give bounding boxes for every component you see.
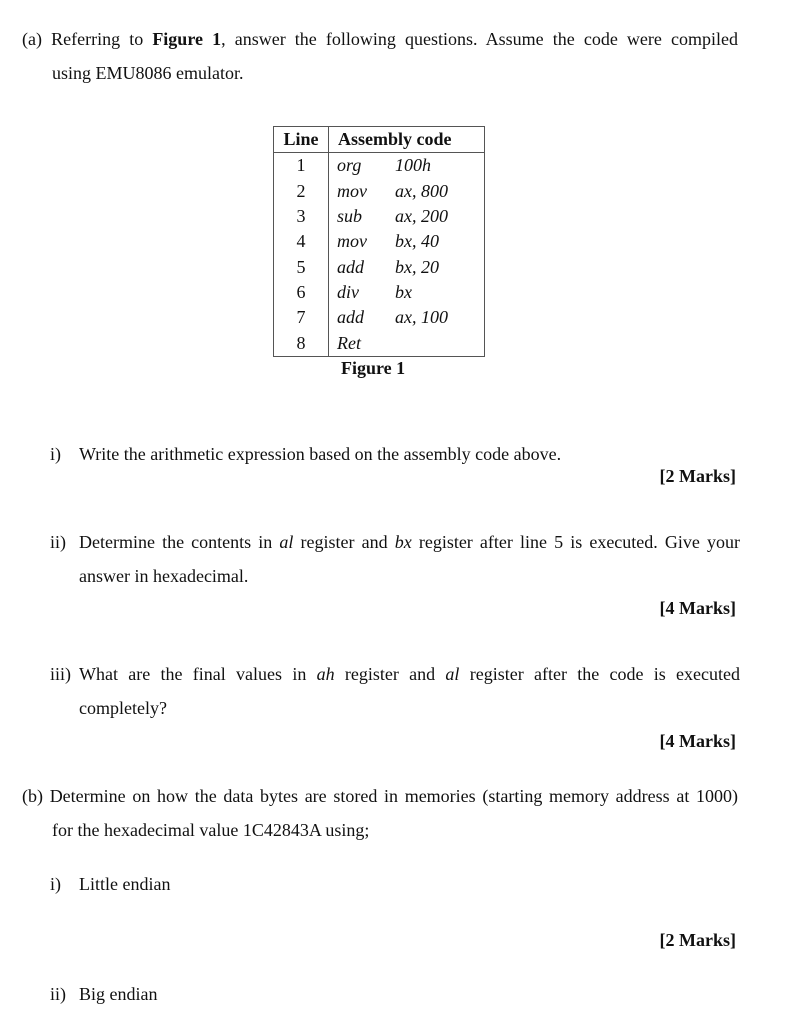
question-b-ii [50,977,740,1011]
part-b-line1 [22,779,738,813]
question-text-mid: register and [293,532,395,552]
question-a-i [50,437,740,471]
question-number: i) [50,874,61,894]
mnemonic: mov [337,231,367,252]
part-b-label: (b) [22,786,43,806]
operand: bx, 40 [395,231,439,252]
register-al: al [279,532,294,552]
register-bx: bx [394,532,412,552]
question-text-line2: answer in hexadecimal. [79,566,249,586]
mnemonic: org [337,155,362,176]
code-cell [329,254,485,279]
operand: bx [395,281,412,302]
table-row [274,254,485,279]
part-a-intro-line1 [22,22,738,56]
marks-a-iii: [4 Marks] [659,731,736,751]
code-cell [329,305,485,330]
figure-caption: Figure 1 [341,358,406,378]
question-text-post: register after line 5 is executed. Give your [411,532,740,552]
line-number: 5 [274,254,329,279]
line-number: 1 [274,153,329,179]
question-text: Write the arithmetic expression based on the assembly code above. [79,444,562,464]
question-number: ii) [50,984,66,1004]
mnemonic: add [337,256,364,277]
part-a-intro-line2: using EMU8086 emulator. [52,63,244,83]
line-number: 8 [274,330,329,356]
operand: ax, 800 [395,180,448,201]
assembly-code-table [273,126,485,357]
mnemonic: mov [337,180,367,201]
table-row [274,179,485,204]
mnemonic: add [337,307,364,328]
code-cell [329,280,485,305]
table-header-row [274,127,485,153]
part-b-line2: for the hexadecimal value 1C42843A using; [52,820,370,840]
question-text-mid: register and [334,664,446,684]
part-a-intro [22,22,738,90]
question-text-line2: completely? [79,698,167,718]
mnemonic: Ret [337,332,361,353]
line-number: 7 [274,305,329,330]
question-number: i) [50,444,61,464]
part-b-text: Determine on how the data bytes are stored in memories (starting memory address at 1000) [49,786,739,806]
part-a-intro-pre: Referring to [51,29,153,49]
operand: ax, 100 [395,307,448,328]
table-row [274,280,485,305]
table-row [274,229,485,254]
question-text-pre: Determine the contents in [79,532,280,552]
question-text: Little endian [79,874,171,894]
table-row [274,153,485,179]
header-line: Line [274,127,329,153]
question-text-post: register after the code is executed [459,664,740,684]
code-cell [329,204,485,229]
operand: bx, 20 [395,256,439,277]
part-b-intro [22,779,738,847]
question-a-iii [50,657,740,725]
operand: ax, 200 [395,206,448,227]
question-a-iii-line1 [50,657,740,691]
question-number: ii) [50,532,66,552]
marks-b-i: [2 Marks] [659,930,736,950]
code-cell [329,330,485,356]
code-cell [329,179,485,204]
code-cell [329,153,485,179]
question-a-ii [50,525,740,593]
question-number: iii) [50,664,71,684]
line-number: 4 [274,229,329,254]
table-row [274,330,485,356]
line-number: 2 [274,179,329,204]
table-row [274,204,485,229]
question-b-i [50,867,740,901]
question-text-pre: What are the final values in [79,664,317,684]
code-cell [329,229,485,254]
mnemonic: div [337,281,359,302]
line-number: 3 [274,204,329,229]
operand: 100h [395,155,431,176]
table-row [274,305,485,330]
marks-a-i: [2 Marks] [659,466,736,486]
register-ah: ah [316,664,335,684]
header-assembly-code: Assembly code [329,127,485,153]
part-a-intro-post: , answer the following questions. Assume the code were compiled [221,29,739,49]
question-a-ii-line1 [50,525,740,559]
register-al: al [445,664,460,684]
marks-a-ii: [4 Marks] [659,598,736,618]
line-number: 6 [274,280,329,305]
mnemonic: sub [337,206,363,227]
figure-reference: Figure 1 [152,29,222,49]
question-text: Big endian [79,984,158,1004]
part-a-label: (a) [22,29,42,49]
